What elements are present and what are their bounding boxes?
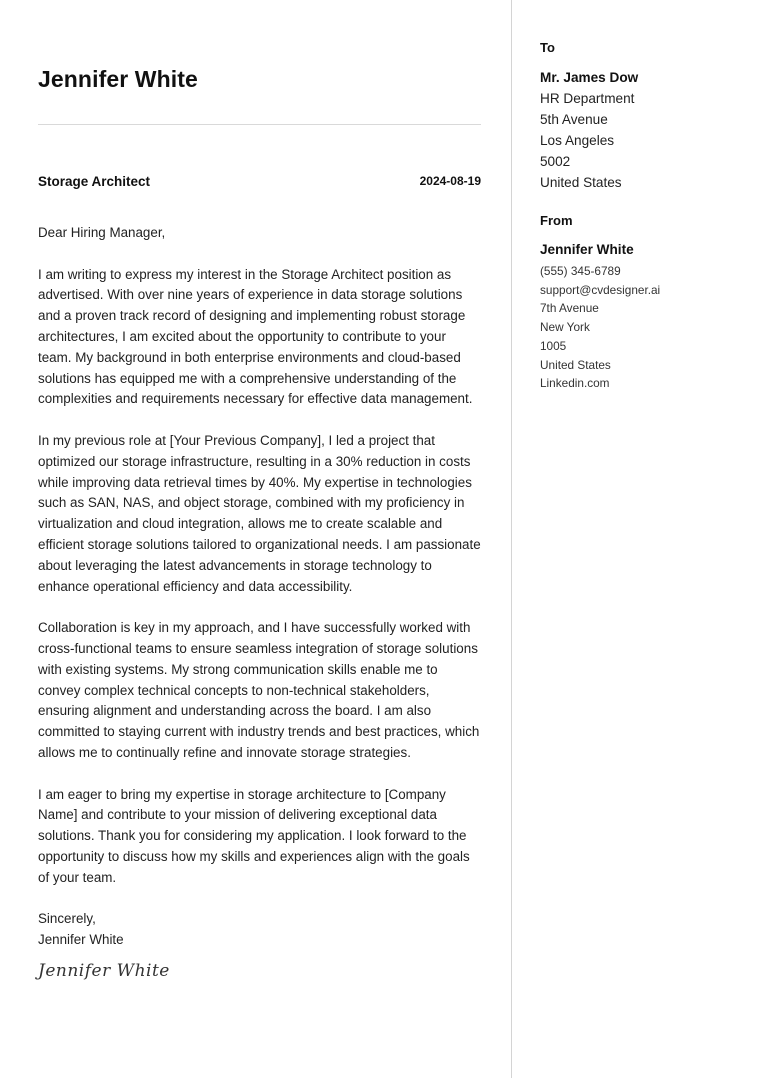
paragraph-4: I am eager to bring my expertise in storage architecture to [Company Name] and contribute to your mission of delivering exceptional data solutions. Thank you for considering my application. I look forward to the opportunity to discuss how my skills and experiences align with the goals of your team.	[38, 786, 470, 885]
recipient-zip: 5002	[540, 154, 571, 169]
paragraph-2: In my previous role at [Your Previous Company], I led a project that optimized our storage infrastructure, resulting in a 30% reduction in costs while improving data retrieval times by 40%. My expertise in technologies such as SAN, NAS, and object storage, combined with my proficiency in virtualization and cloud integration, allows me to create scalable and efficient storage solutions tailored to organizational needs. I am passionate about leveraging the latest advancements in storage technology to enhance operational efficiency and data accessibility.	[38, 432, 481, 594]
paragraph-3: Collaboration is key in my approach, and I have successfully worked with cross-functional teams to ensure seamless integration of storage solutions with existing systems. My strong communication skills enable me to convey complex technical concepts to non-technical stakeholders, ensuring alignment and understanding across the board. I am also committed to staying current with industry trends and best practices, which allows me to continually refine and innovate storage strategies.	[38, 620, 480, 760]
sender-website-link[interactable]: Linkedin.com	[540, 376, 610, 391]
recipient-country: United States	[540, 175, 622, 190]
sender-street: 7th Avenue	[540, 301, 599, 316]
header-divider	[38, 124, 481, 125]
contact-sidebar	[511, 0, 768, 1078]
recipient-name: Mr. James Dow	[540, 70, 639, 85]
closing-block	[38, 909, 481, 981]
letter-date: 2024-08-19	[419, 174, 481, 188]
sender-country: United States	[540, 357, 611, 372]
sender-name: Jennifer White	[540, 242, 634, 257]
recipient-street: 5th Avenue	[540, 112, 608, 127]
sender-city: New York	[540, 320, 590, 335]
greeting: Dear Hiring Manager,	[38, 225, 166, 240]
letter-body	[38, 223, 481, 982]
from-heading: From	[540, 213, 573, 228]
closing: Sincerely,	[38, 911, 96, 927]
recipient-block	[540, 67, 638, 193]
signature: Jennifer White	[38, 960, 170, 981]
applicant-name: Jennifer White	[38, 66, 198, 92]
closing-name: Jennifer White	[38, 932, 124, 948]
to-heading: To	[540, 40, 555, 55]
paragraph-1: I am writing to express my interest in the Storage Architect position as advertised. With over nine years of experience in data storage solutions and a proven track record of designing and implementing robust storage architectures, I am excited about the opportunity to contribute to your team. My background in both enterprise environments and cloud-based solutions has equipped me with a comprehensive understanding of the complexities and requirements necessary for effective data management.	[38, 266, 473, 407]
job-title: Storage Architect	[38, 174, 151, 189]
sender-phone: (555) 345-6789	[540, 264, 621, 278]
recipient-department: HR Department	[540, 91, 635, 106]
recipient-city: Los Angeles	[540, 133, 615, 148]
sender-block	[540, 240, 660, 393]
sender-email[interactable]: support@cvdesigner.ai	[540, 282, 661, 297]
sender-zip: 1005	[540, 338, 567, 353]
